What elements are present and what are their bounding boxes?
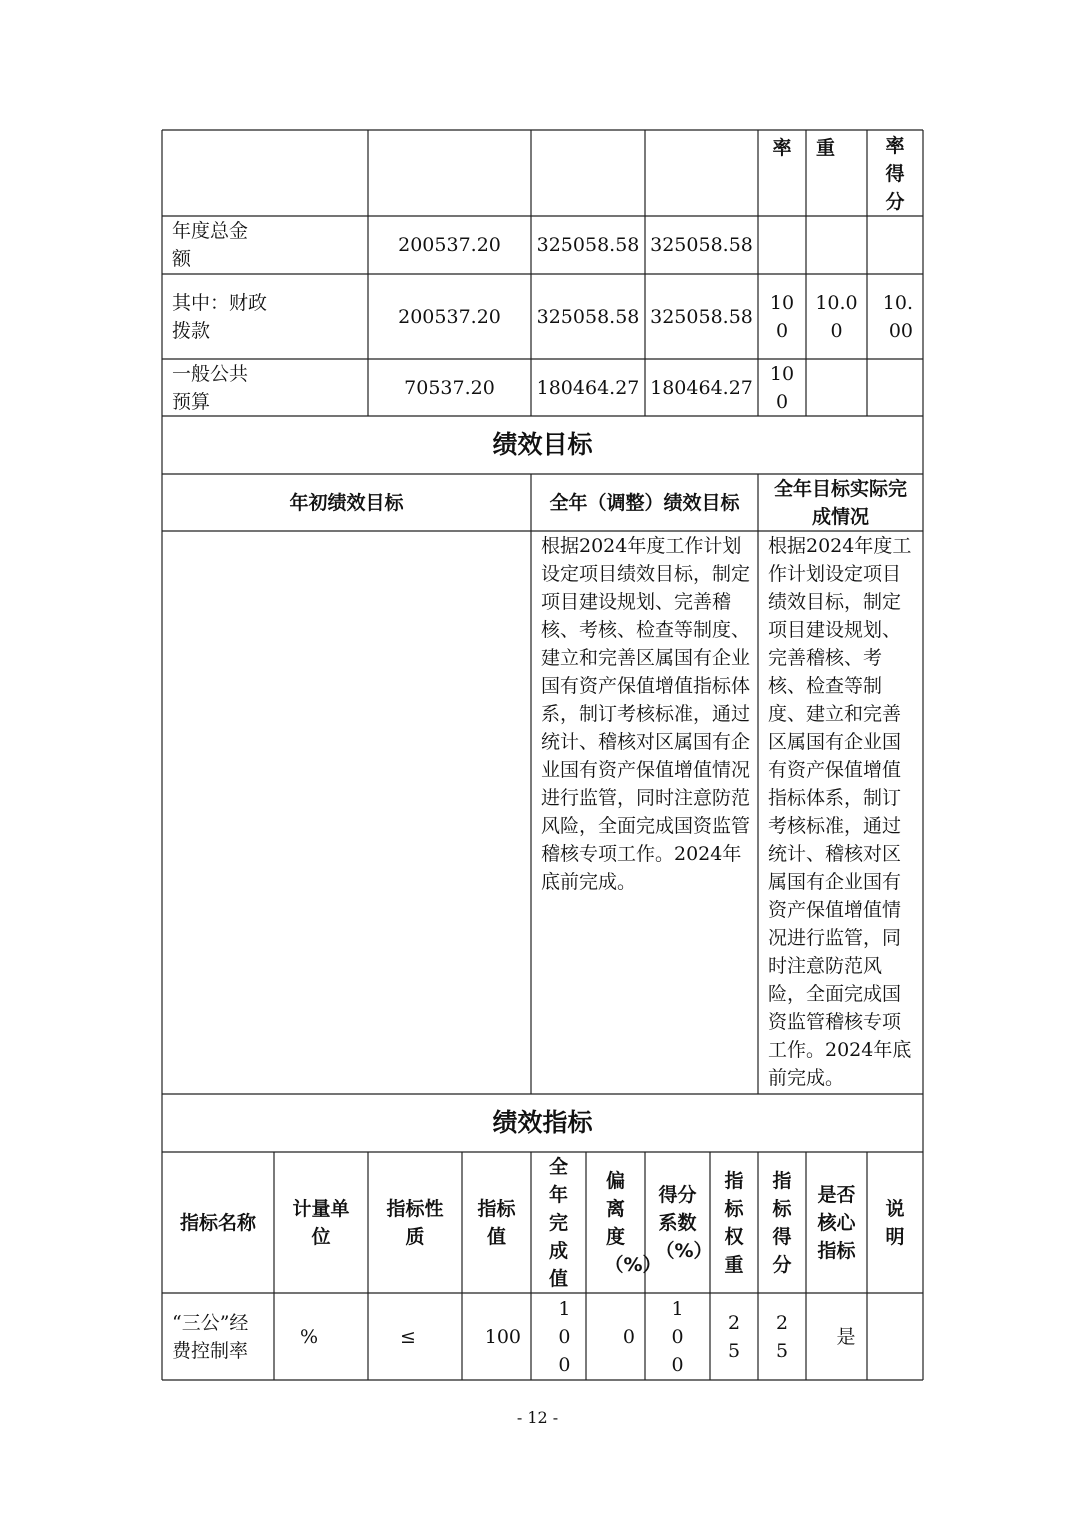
goals-col-initial: 年初绩效目标 [289,491,404,514]
budget-weight [806,359,867,416]
budget-row-label: 其中：财政拨款 [172,291,268,342]
budget-initial: 200537.20 [398,305,501,328]
ind-row-value: 100 [484,1325,521,1348]
budget-executed: 325058.58 [650,234,753,256]
ind-header-note: 说明 [885,1197,905,1248]
ind-row-completed: 100 [558,1297,571,1376]
budget-score [867,359,923,416]
header-rate-score: 率得分 [885,135,905,213]
ind-row-note [867,1293,923,1380]
budget-adjusted: 180464.27 [536,376,640,399]
goals-actual-text: 根据2024年度工作计划设定项目绩效目标，制定项目建设规划、完善稽核、考核、检查等制度、建立和完善区属国有企业国有资产保值增值指标体系，制订考核标准，通过统计、稽核对区属国有企业国有资产保值增值情况进行监管，同时注意防范风险，全面完成国资监管稽核专项工作。2024年底前完成。 [768,535,912,1089]
ind-header-score: 指标得分 [772,1169,792,1276]
ind-header-deviation: 偏离度（%） [604,1169,662,1276]
ind-row-nature: ≤ [400,1325,416,1348]
goals-adjusted-text: 根据2024年度工作计划设定项目绩效目标，制定项目建设规划、完善稽核、考核、检查等制度、建立和完善区属国有企业国有资产保值增值指标体系，制订考核标准，通过统计、稽核对区属国有企业国有资产保值增值情况进行监管，同时注意防范风险，全面完成国资监管稽核专项工作。2024年底前完成。 [541,535,751,893]
goals-col-adjusted: 全年（调整）绩效目标 [549,491,740,514]
ind-header-core: 是否核心指标 [817,1183,856,1262]
ind-header-value: 指标值 [477,1197,516,1248]
budget-initial: 70537.20 [404,376,495,399]
header-rate: 率 [772,137,792,159]
budget-row-label: 年度总金额 [172,220,249,270]
ind-row-weight: 25 [727,1311,741,1362]
budget-exec-rate: 100 [769,291,795,342]
budget-executed: 180464.27 [650,376,753,399]
ind-row-score: 25 [775,1311,789,1362]
goals-initial-text [162,531,531,1094]
ind-header-coef: 得分系数（%） [655,1183,713,1262]
page-number: - 12 - [516,1408,559,1427]
goals-section-title: 绩效目标 [492,430,593,459]
budget-executed: 325058.58 [650,305,753,328]
budget-exec-rate [758,216,806,274]
goals-col-actual: 全年目标实际完成情况 [773,477,907,528]
ind-header-name: 指标名称 [179,1211,256,1234]
ind-header-unit: 计量单位 [292,1197,350,1248]
budget-score [867,216,923,274]
ind-header-nature: 指标性质 [386,1197,444,1248]
budget-score: 10.00 [882,291,913,342]
budget-weight [806,216,867,274]
ind-row-unit: % [299,1325,319,1348]
ind-row-name: “三公”经费控制率 [172,1311,249,1362]
budget-initial: 200537.20 [398,234,501,256]
budget-adjusted: 325058.58 [536,305,640,328]
header-weight: 重 [816,137,836,159]
budget-row-label: 一般公共预算 [172,362,249,413]
budget-adjusted: 325058.58 [536,234,640,256]
ind-row-deviation: 0 [622,1325,635,1348]
ind-header-completed: 全年完成值 [549,1155,569,1290]
budget-exec-rate: 100 [769,362,795,413]
ind-row-coef: 100 [671,1297,684,1376]
indicators-section-title: 绩效指标 [492,1108,593,1137]
ind-header-weight: 指标权重 [724,1169,744,1276]
budget-weight: 10.00 [815,291,858,342]
ind-row-core: 是 [836,1325,856,1348]
